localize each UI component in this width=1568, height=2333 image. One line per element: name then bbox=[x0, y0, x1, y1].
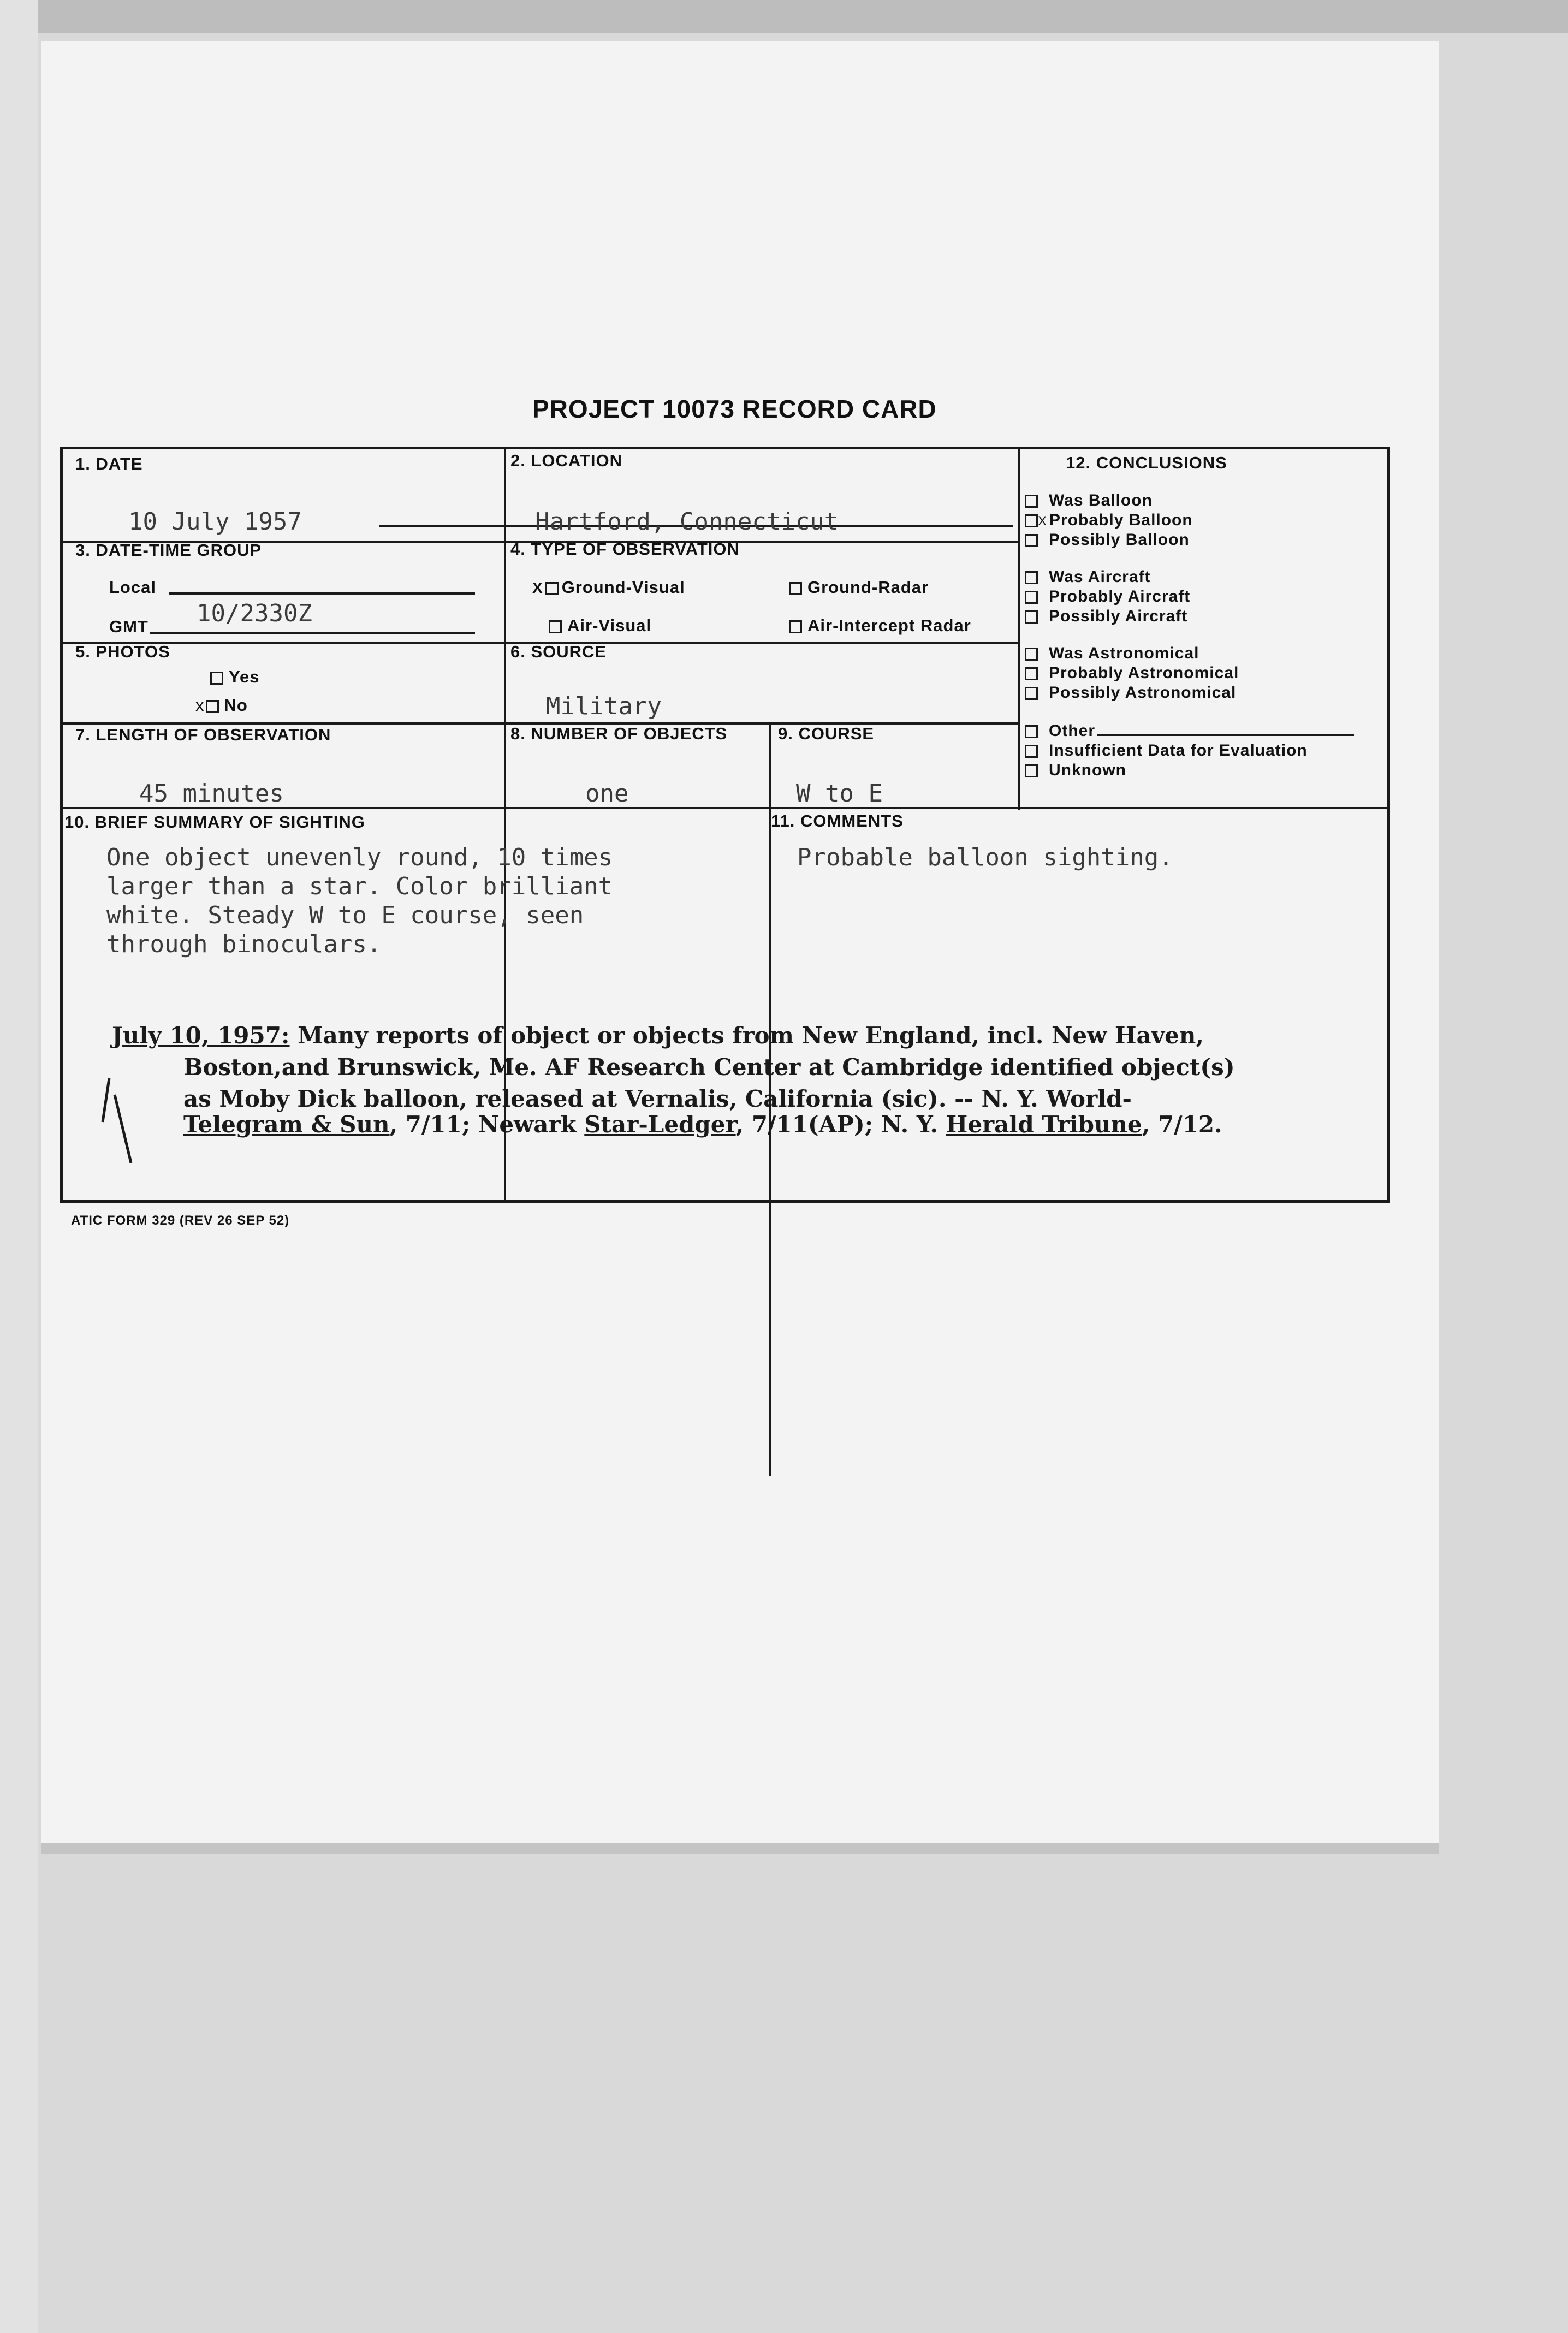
gmt-value: 10/2330Z bbox=[197, 599, 312, 627]
conclusion-insufficient-data: Insufficient Data for Evaluation bbox=[1025, 741, 1308, 760]
conclusions-label: 12. CONCLUSIONS bbox=[1066, 453, 1227, 472]
conclusion-probably-balloon: X Probably Balloon bbox=[1025, 511, 1193, 530]
conclusion-was-aircraft: Was Aircraft bbox=[1025, 568, 1151, 586]
checkbox[interactable] bbox=[1025, 495, 1038, 508]
comments-label: 11. COMMENTS bbox=[771, 811, 904, 830]
local-underline bbox=[169, 592, 475, 595]
dtg-label: 3. DATE-TIME GROUP bbox=[75, 541, 262, 560]
scan-edge-top bbox=[0, 0, 1568, 33]
photos-yes: Yes bbox=[210, 667, 259, 687]
conclusion-possibly-astronomical: Possibly Astronomical bbox=[1025, 684, 1236, 702]
divider bbox=[1018, 449, 1020, 810]
date-label: 1. DATE bbox=[75, 454, 143, 473]
conclusion-possibly-balloon: Possibly Balloon bbox=[1025, 531, 1190, 549]
gmt-underline bbox=[150, 632, 475, 634]
type-ground-visual: X Ground-Visual bbox=[532, 578, 685, 597]
length-label: 7. LENGTH OF OBSERVATION bbox=[75, 725, 331, 744]
photos-no: x No bbox=[195, 696, 248, 715]
summary-line-3: white. Steady W to E course, seen bbox=[106, 901, 584, 929]
probably-balloon-mark: X bbox=[1038, 514, 1048, 529]
summary-line-1: One object unevenly round, 10 times bbox=[106, 844, 613, 871]
note-line-3: as Moby Dick balloon, released at Vernalis, California (sic). -- N. Y. World- bbox=[183, 1085, 1132, 1112]
source-value: Military bbox=[546, 692, 662, 720]
air-intercept-checkbox[interactable] bbox=[789, 620, 802, 633]
photos-yes-checkbox[interactable] bbox=[210, 672, 223, 685]
form-id: ATIC FORM 329 (REV 26 SEP 52) bbox=[71, 1213, 290, 1228]
note-line-2: Boston,and Brunswick, Me. AF Research Center at Cambridge identified object(s) bbox=[183, 1054, 1235, 1081]
checkbox[interactable] bbox=[1025, 687, 1038, 700]
course-label: 9. COURSE bbox=[778, 724, 875, 743]
note-line-4: Telegram & Sun, 7/11; Newark Star-Ledger, 7/11(AP); N. Y. Herald Tribune, 7/12. bbox=[183, 1111, 1222, 1138]
air-visual-checkbox[interactable] bbox=[549, 620, 562, 633]
checkbox[interactable] bbox=[1025, 725, 1038, 738]
note-line-1: July 10, 1957: Many reports of object or objects from New England, incl. New Haven, bbox=[112, 1022, 1204, 1049]
ground-radar-checkbox[interactable] bbox=[789, 582, 802, 595]
checkbox[interactable] bbox=[1025, 591, 1038, 604]
course-value: W to E bbox=[796, 780, 883, 808]
checkbox[interactable] bbox=[1025, 571, 1038, 584]
handwritten-mark-icon bbox=[98, 1073, 142, 1171]
photos-no-checkbox[interactable] bbox=[206, 700, 219, 713]
conclusion-other: Other bbox=[1025, 722, 1354, 740]
pen-stroke bbox=[103, 1078, 131, 1163]
location-label: 2. LOCATION bbox=[510, 451, 623, 470]
conclusion-probably-astronomical: Probably Astronomical bbox=[1025, 664, 1239, 682]
local-label: Local bbox=[109, 578, 156, 597]
ground-visual-checkbox[interactable] bbox=[545, 582, 559, 595]
checkbox[interactable] bbox=[1025, 610, 1038, 624]
note-date: July 10, 1957: bbox=[112, 1022, 290, 1049]
location-value: Hartford, Connecticut bbox=[535, 508, 839, 536]
checkbox[interactable] bbox=[1025, 667, 1038, 680]
checkbox[interactable] bbox=[1025, 514, 1038, 527]
scan-edge-left bbox=[0, 0, 38, 2333]
checkbox[interactable] bbox=[1025, 534, 1038, 547]
checkbox[interactable] bbox=[1025, 745, 1038, 758]
type-air-visual: Air-Visual bbox=[549, 616, 651, 636]
conclusion-was-balloon: Was Balloon bbox=[1025, 491, 1153, 510]
card-title: PROJECT 10073 RECORD CARD bbox=[532, 395, 937, 423]
gmt-label: GMT bbox=[109, 617, 149, 636]
photos-label: 5. PHOTOS bbox=[75, 642, 170, 661]
ground-visual-mark: X bbox=[532, 579, 543, 596]
other-underline bbox=[1097, 734, 1354, 736]
summary-line-4: through binoculars. bbox=[106, 930, 382, 958]
conclusion-was-astronomical: Was Astronomical bbox=[1025, 644, 1199, 663]
summary-line-2: larger than a star. Color brilliant bbox=[106, 872, 613, 900]
source-label: 6. SOURCE bbox=[510, 642, 607, 661]
conclusion-unknown: Unknown bbox=[1025, 761, 1126, 780]
checkbox[interactable] bbox=[1025, 764, 1038, 777]
photos-no-mark: x bbox=[195, 696, 205, 715]
date-value: 10 July 1957 bbox=[128, 508, 302, 536]
objects-label: 8. NUMBER OF OBJECTS bbox=[510, 724, 728, 743]
objects-value: one bbox=[585, 780, 629, 808]
conclusion-probably-aircraft: Probably Aircraft bbox=[1025, 587, 1190, 606]
type-air-intercept: Air-Intercept Radar bbox=[789, 616, 971, 636]
type-ground-radar: Ground-Radar bbox=[789, 578, 929, 597]
comments-value: Probable balloon sighting. bbox=[797, 844, 1173, 871]
checkbox[interactable] bbox=[1025, 648, 1038, 661]
length-value: 45 minutes bbox=[139, 780, 284, 808]
type-label: 4. TYPE OF OBSERVATION bbox=[510, 539, 740, 559]
conclusion-possibly-aircraft: Possibly Aircraft bbox=[1025, 607, 1187, 626]
summary-label: 10. BRIEF SUMMARY OF SIGHTING bbox=[64, 812, 365, 832]
